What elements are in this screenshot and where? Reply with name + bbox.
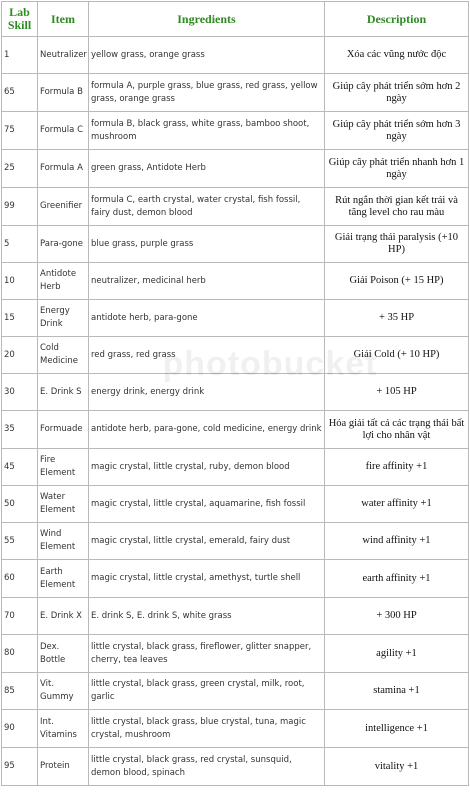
cell-item: Para-gone: [38, 226, 89, 263]
cell-ingredients: magic crystal, little crystal, amethyst, turtle shell: [89, 560, 325, 598]
table-row: [2, 635, 469, 673]
cell-item: Antidote Herb: [38, 263, 89, 300]
header-ingredients: Ingredients: [89, 2, 325, 37]
cell-description: Rút ngắn thời gian kết trái và tăng level cho rau màu: [325, 188, 469, 226]
cell-lab-skill: 20: [2, 337, 38, 374]
cell-item: Energy Drink: [38, 300, 89, 337]
cell-lab-skill: 5: [2, 226, 38, 263]
cell-lab-skill: 60: [2, 560, 38, 598]
table-row: [2, 263, 469, 300]
cell-lab-skill: 50: [2, 486, 38, 523]
table-row: [2, 560, 469, 598]
recipe-table: [1, 1, 469, 786]
header-item: Item: [38, 2, 89, 37]
cell-lab-skill: 55: [2, 523, 38, 560]
cell-item: E. Drink S: [38, 374, 89, 411]
cell-ingredients: little crystal, black grass, green crystal, milk, root, garlic: [89, 673, 325, 710]
cell-lab-skill: 75: [2, 112, 38, 150]
cell-ingredients: green grass, Antidote Herb: [89, 150, 325, 188]
table-row: [2, 673, 469, 710]
cell-description: Hóa giải tất cả các trạng thái bất lợi cho nhân vật: [325, 411, 469, 449]
cell-ingredients: little crystal, black grass, blue crystal, tuna, magic crystal, mushroom: [89, 710, 325, 748]
cell-item: Water Element: [38, 486, 89, 523]
cell-description: Giúp cây phát triển nhanh hơn 1 ngày: [325, 150, 469, 188]
table-row: [2, 74, 469, 112]
table-row: [2, 150, 469, 188]
cell-item: Cold Medicine: [38, 337, 89, 374]
table-row: [2, 112, 469, 150]
cell-item: Dex. Bottle: [38, 635, 89, 673]
cell-ingredients: magic crystal, little crystal, aquamarine, fish fossil: [89, 486, 325, 523]
table-row: [2, 37, 469, 74]
cell-ingredients: magic crystal, little crystal, emerald, fairy dust: [89, 523, 325, 560]
cell-ingredients: yellow grass, orange grass: [89, 37, 325, 74]
cell-item: Fire Element: [38, 449, 89, 486]
table-body: [2, 37, 469, 786]
cell-lab-skill: 65: [2, 74, 38, 112]
cell-item: Greenifier: [38, 188, 89, 226]
table-row: [2, 337, 469, 374]
cell-description: stamina +1: [325, 673, 469, 710]
cell-item: Formula B: [38, 74, 89, 112]
cell-item: Earth Element: [38, 560, 89, 598]
table-row: [2, 523, 469, 560]
cell-lab-skill: 15: [2, 300, 38, 337]
table-row: [2, 374, 469, 411]
cell-ingredients: little crystal, black grass, red crystal, sunsquid, demon blood, spinach: [89, 748, 325, 786]
cell-description: + 300 HP: [325, 598, 469, 635]
cell-description: wind affinity +1: [325, 523, 469, 560]
cell-lab-skill: 95: [2, 748, 38, 786]
cell-item: Neutralizer: [38, 37, 89, 74]
cell-lab-skill: 35: [2, 411, 38, 449]
table-row: [2, 449, 469, 486]
cell-description: fire affinity +1: [325, 449, 469, 486]
cell-description: earth affinity +1: [325, 560, 469, 598]
table-row: [2, 598, 469, 635]
header-row: [2, 2, 469, 37]
table-row: [2, 411, 469, 449]
cell-lab-skill: 90: [2, 710, 38, 748]
cell-description: agility +1: [325, 635, 469, 673]
recipe-table-container: [1, 1, 468, 786]
cell-lab-skill: 1: [2, 37, 38, 74]
cell-item: Wind Element: [38, 523, 89, 560]
cell-ingredients: blue grass, purple grass: [89, 226, 325, 263]
photobucket-watermark: photobucket: [162, 345, 378, 383]
cell-ingredients: E. drink S, E. drink S, white grass: [89, 598, 325, 635]
cell-ingredients: neutralizer, medicinal herb: [89, 263, 325, 300]
cell-description: vitality +1: [325, 748, 469, 786]
cell-description: + 35 HP: [325, 300, 469, 337]
cell-description: Xóa các vũng nước độc: [325, 37, 469, 74]
cell-ingredients: formula A, purple grass, blue grass, red grass, yellow grass, orange grass: [89, 74, 325, 112]
cell-lab-skill: 30: [2, 374, 38, 411]
table-row: [2, 300, 469, 337]
cell-item: Vit. Gummy: [38, 673, 89, 710]
table-row: [2, 710, 469, 748]
cell-lab-skill: 45: [2, 449, 38, 486]
cell-item: E. Drink X: [38, 598, 89, 635]
cell-lab-skill: 10: [2, 263, 38, 300]
table-row: [2, 226, 469, 263]
cell-lab-skill: 99: [2, 188, 38, 226]
table-row: [2, 486, 469, 523]
header-description: Description: [325, 2, 469, 37]
cell-ingredients: formula C, earth crystal, water crystal, fish fossil, fairy dust, demon blood: [89, 188, 325, 226]
cell-description: water affinity +1: [325, 486, 469, 523]
cell-item: Formula C: [38, 112, 89, 150]
cell-description: Giúp cây phát triển sớm hơn 3 ngày: [325, 112, 469, 150]
header-lab-skill: Lab Skill: [2, 2, 38, 37]
cell-item: Protein: [38, 748, 89, 786]
cell-lab-skill: 25: [2, 150, 38, 188]
cell-item: Int. Vitamins: [38, 710, 89, 748]
table-row: [2, 748, 469, 786]
cell-lab-skill: 70: [2, 598, 38, 635]
cell-lab-skill: 80: [2, 635, 38, 673]
cell-description: + 105 HP: [325, 374, 469, 411]
cell-ingredients: little crystal, black grass, fireflower, glitter snapper, cherry, tea leaves: [89, 635, 325, 673]
cell-item: Formuade: [38, 411, 89, 449]
cell-ingredients: antidote herb, para-gone: [89, 300, 325, 337]
cell-item: Formula A: [38, 150, 89, 188]
cell-ingredients: magic crystal, little crystal, ruby, demon blood: [89, 449, 325, 486]
cell-description: Giải trạng thái paralysis (+10 HP): [325, 226, 469, 263]
cell-description: Giải Cold (+ 10 HP): [325, 337, 469, 374]
cell-description: intelligence +1: [325, 710, 469, 748]
cell-ingredients: antidote herb, para-gone, cold medicine, energy drink: [89, 411, 325, 449]
cell-ingredients: red grass, red grass: [89, 337, 325, 374]
table-row: [2, 188, 469, 226]
cell-ingredients: energy drink, energy drink: [89, 374, 325, 411]
cell-description: Giúp cây phát triển sớm hơn 2 ngày: [325, 74, 469, 112]
cell-ingredients: formula B, black grass, white grass, bamboo shoot, mushroom: [89, 112, 325, 150]
cell-description: Giải Poison (+ 15 HP): [325, 263, 469, 300]
cell-lab-skill: 85: [2, 673, 38, 710]
